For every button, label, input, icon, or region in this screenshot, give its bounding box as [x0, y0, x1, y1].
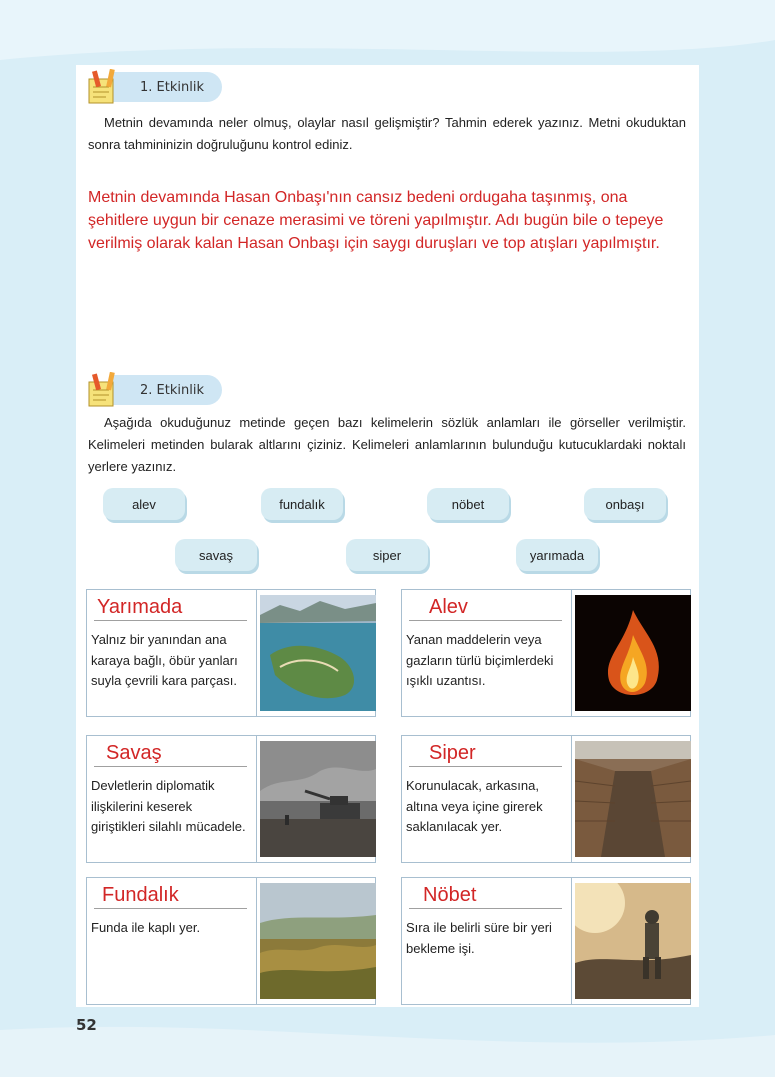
vocab-card-fundalik	[86, 877, 376, 1005]
activity1-instruction: Metnin devamında neler olmuş, olaylar nasıl gelişmiştir? Tahmin ederek yazınız. Metni okuduktan sonra tahmininizin doğruluğunu kontrol ediniz.	[88, 115, 686, 152]
word-box: siper	[346, 539, 428, 571]
pencil-note-icon	[86, 69, 124, 105]
card-word: Nöbet	[409, 882, 562, 909]
card-definition: Yalnız bir yanından ana karaya bağlı, öbür yanları suyla çevrili kara parçası.	[91, 632, 238, 688]
vocab-card-alev	[401, 589, 691, 717]
card-word: Fundalık	[94, 882, 247, 909]
card-definition: Sıra ile belirli süre bir yeri bekleme işi.	[406, 920, 552, 956]
vocab-card-yarimada	[86, 589, 376, 717]
card-definition: Yanan maddelerin veya gazların türlü biçimlerdeki ışıklı uzantısı.	[406, 632, 554, 688]
pencil-note-icon	[86, 372, 124, 408]
word-box: nöbet	[427, 488, 509, 520]
activity2-heading	[86, 372, 222, 408]
card-definition: Devletlerin diplomatik ilişkilerini keserek giriştikleri silahlı mücadele.	[91, 778, 246, 834]
peninsula-photo	[260, 595, 376, 711]
word-box: alev	[103, 488, 185, 520]
fire-photo	[575, 595, 691, 711]
word-box: savaş	[175, 539, 257, 571]
worksheet-page	[76, 65, 699, 1007]
activity1-answer: Metnin devamında Hasan Onbaşı'nın cansız bedeni ordugaha taşınmış, ona şehitlere uygun bir cenaze merasimi ve töreni yapılmıştır. Adı bugün bile o tepeye verilmiş olarak kalan Hasan Onbaşı için saygı duruşları ve top atışları yapılmıştır.	[88, 189, 664, 252]
word-box: yarımada	[516, 539, 598, 571]
vocab-card-nobet	[401, 877, 691, 1005]
page-number: 52	[76, 1016, 97, 1034]
card-word: Siper	[409, 740, 562, 767]
card-word: Savaş	[94, 740, 247, 767]
vocab-card-siper	[401, 735, 691, 863]
heathland-photo	[260, 883, 376, 999]
activity1-heading	[86, 69, 222, 105]
vocab-card-savas	[86, 735, 376, 863]
soldier-photo	[575, 883, 691, 999]
card-word: Alev	[409, 594, 562, 621]
word-box: fundalık	[261, 488, 343, 520]
activity2-instruction: Aşağıda okuduğunuz metinde geçen bazı kelimelerin sözlük anlamları ile görseller verilmiştir. Kelimeleri metinden bularak altlarını çiziniz. Kelimeleri anlamlarının bulunduğu kutucuklardaki noktalı yerlere yazınız.	[88, 415, 686, 474]
card-word: Yarımada	[94, 594, 247, 621]
activity2-title: 2. Etkinlik	[110, 375, 222, 405]
activity1-title: 1. Etkinlik	[110, 72, 222, 102]
war-photo	[260, 741, 376, 857]
card-definition: Funda ile kaplı yer.	[91, 920, 201, 935]
card-definition: Korunulacak, arkasına, altına veya içine girerek saklanılacak yer.	[406, 778, 543, 834]
trench-photo	[575, 741, 691, 857]
word-box: onbaşı	[584, 488, 666, 520]
